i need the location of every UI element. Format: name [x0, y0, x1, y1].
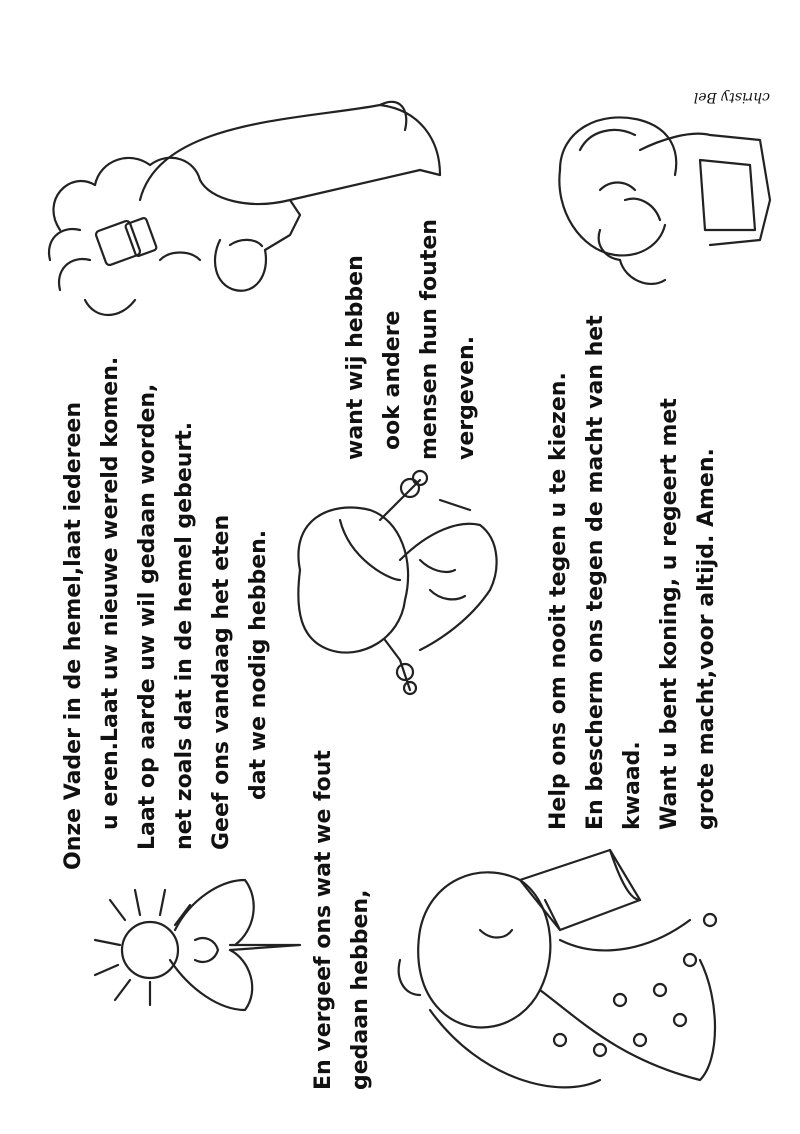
prayer-line: net zoals dat in de hemel gebeurt. [172, 421, 197, 850]
child-praying-hands-icon [559, 117, 770, 283]
prayer-line: vergeven. [454, 335, 479, 460]
girl-with-braids-praying-icon [298, 471, 496, 694]
artist-signature: christy Bel [693, 89, 770, 105]
girl-reading-book-icon [399, 850, 716, 1087]
prayer-line: kwaad. [620, 741, 645, 830]
prayer-block-3 [337, 219, 485, 460]
prayer-line: mensen hun fouten [417, 219, 442, 460]
prayer-line: Want u bent koning, u regeert met [657, 398, 682, 830]
prayer-line: gedaan hebben, [348, 889, 373, 1090]
prayer-line: Onze Vader in de hemel,laat iedereen [61, 401, 86, 870]
prayer-block-4 [540, 315, 725, 830]
prayer-line: Help ons om nooit tegen u te kiezen. [546, 372, 571, 830]
prayer-line: En bescherm ons tegen de macht van het [583, 315, 608, 830]
prayer-line: dat we nodig hebben. [246, 529, 271, 800]
prayer-block-1 [55, 357, 277, 870]
prayer-line: grote macht,voor altijd. Amen. [694, 448, 719, 830]
prayer-line: u eren.Laat uw nieuwe wereld komen. [98, 356, 123, 830]
prayer-line: Laat op aarde uw wil gedaan worden, [135, 383, 160, 850]
prayer-line: ook andere [380, 310, 405, 450]
spiky-hair-child-icon [95, 880, 300, 1010]
prayer-line: want wij hebben [343, 255, 368, 460]
prayer-line: Geef ons vandaag het eten [209, 514, 234, 850]
prayer-line: En vergeef ons wat we fout [311, 750, 336, 1090]
prayer-block-2 [305, 750, 379, 1090]
